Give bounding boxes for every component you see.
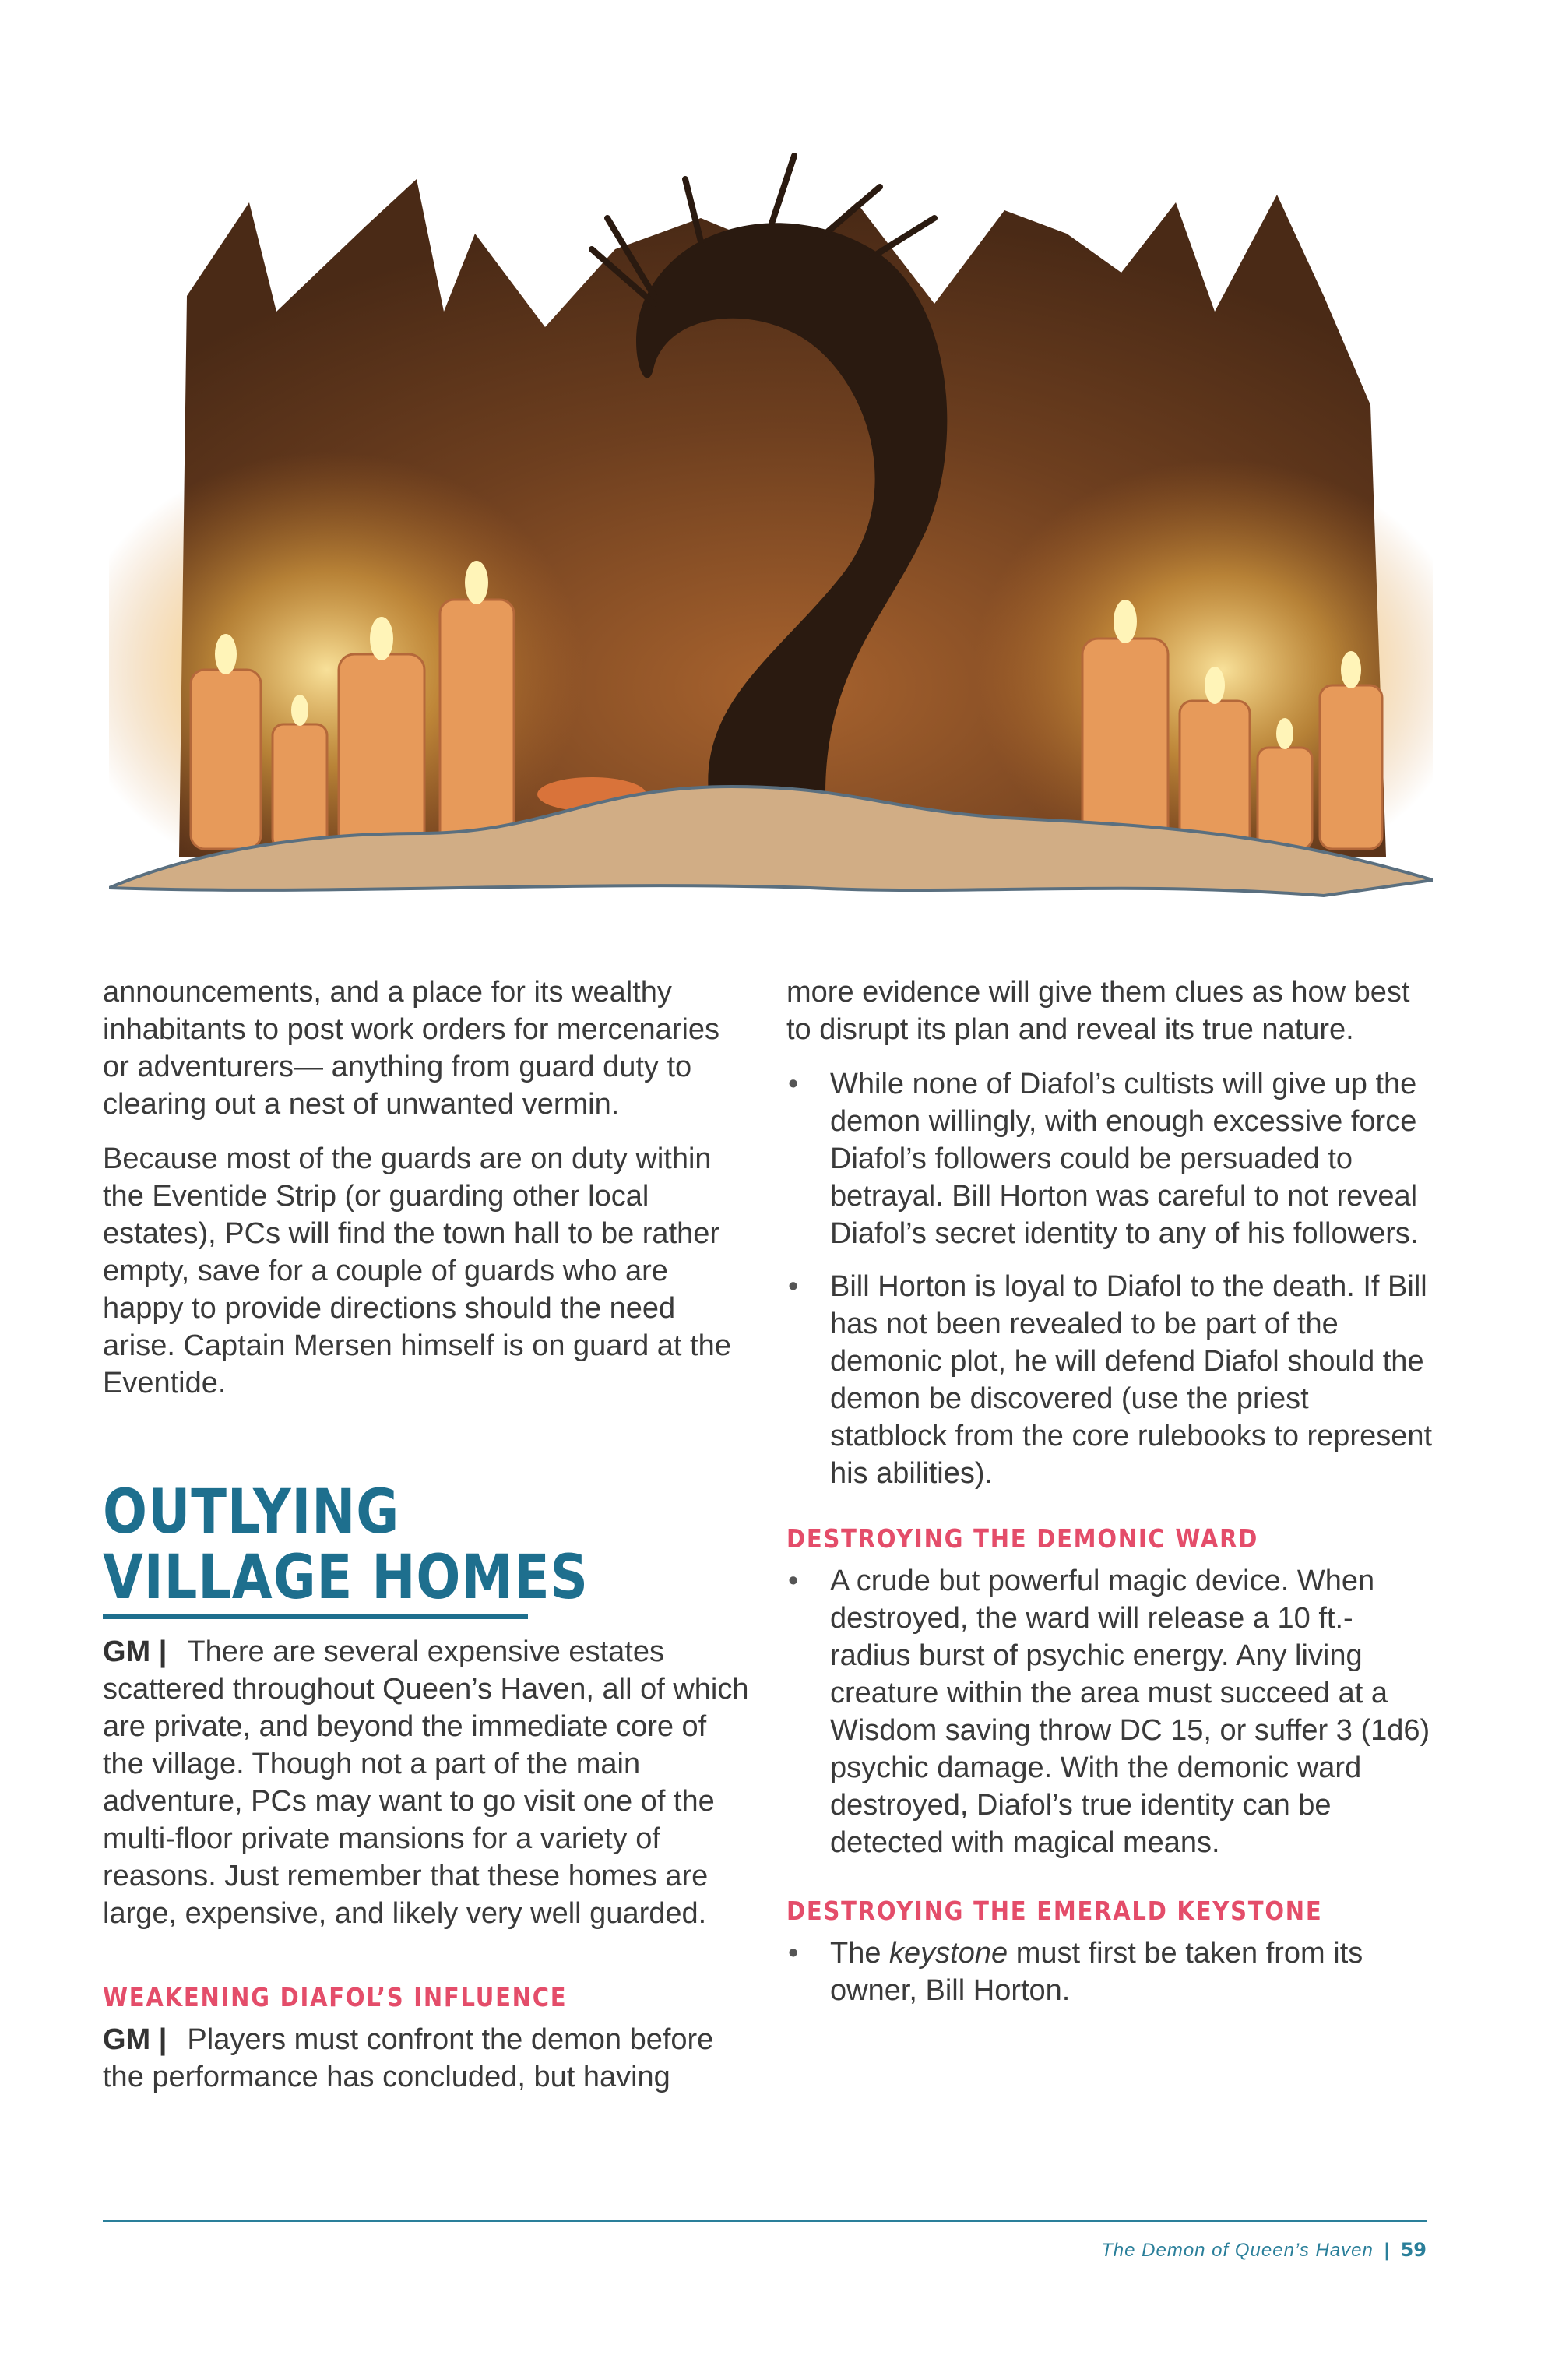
page-number: 59 — [1400, 2239, 1427, 2261]
bullet-keystone-em: keystone — [889, 1937, 1008, 1970]
bullet-list-3 — [786, 1935, 1433, 2009]
subheading-emerald-keystone: DESTROYING THE EMERALD KEYSTONE — [786, 1896, 1323, 1926]
paragraph-players — [103, 2021, 749, 2096]
heading-line-1: OUTLYING — [103, 1477, 400, 1547]
paragraph-estates — [103, 1633, 749, 1932]
paragraph-players-text: Players must confront the demon before the performance has concluded, but having — [103, 2023, 714, 2093]
bullet-cultists: • While none of Diafol’s cultists will give up the demon willingly, with enough excessive force Diafol’s followers could be persuaded to betrayal. Bill Horton was careful to not reveal Diafol’s secret identity to any of his followers. — [786, 1065, 1433, 1252]
footer-separator: | — [1384, 2240, 1390, 2261]
heading-line-2: VILLAGE HOMES — [103, 1543, 589, 1613]
footer — [1101, 2239, 1427, 2262]
bullet-keystone — [786, 1935, 1433, 2009]
heading-underline — [103, 1614, 528, 1619]
bullet-list-2 — [786, 1562, 1433, 1861]
bullet-ward: • A crude but powerful magic device. When destroyed, the ward will release a 10 ft.-radius burst of psychic energy. Any living creature within the area must succeed at a Wisdom saving throw DC 15, or suffer 3 (1d6) psychic damage. With the demonic ward destroyed, Diafol’s true identity can be detected with magical means. — [786, 1562, 1433, 1861]
bullet-list-1 — [786, 1065, 1433, 1492]
paragraph-guards: Because most of the guards are on duty within the Eventide Strip (or guarding other local estates), PCs will find the town hall to be rather empty, save for a couple of guards who are happy to provide directions should the need arise. Captain Mersen himself is on guard at the Eventide. — [103, 1142, 731, 1399]
right-column — [786, 973, 1433, 2026]
footer-title: The Demon of Queen’s Haven — [1101, 2240, 1374, 2261]
paragraph-evidence: more evidence will give them clues as how best to disrupt its plan and reveal its true nature. — [786, 976, 1410, 1046]
footer-rule — [103, 2220, 1427, 2222]
paragraph-estates-text: There are several expensive estates scattered throughout Queen’s Haven, all of which are private, and beyond the immediate core of the village. Though not a part of the main adventure, PCs may want to go visit one of the multi-floor private mansions for a variety of reasons. Just remember that these homes are large, expensive, and likely very well guarded. — [103, 1635, 749, 1930]
bullet-keystone-post: must first be taken from its owner, Bill Horton. — [830, 1937, 1363, 2007]
bullet-bill-horton: • Bill Horton is loyal to Diafol to the death. If Bill has not been revealed to be part of the demonic plot, he will defend Diafol should the demon be discovered (use the priest statblock from the core rulebooks to represent his abilities). — [786, 1268, 1433, 1492]
section-heading — [103, 1477, 749, 1619]
cave-candles-illustration — [109, 109, 1433, 903]
subheading-weakening: WEAKENING DIAFOL’S INFLUENCE — [103, 1982, 568, 2012]
gm-label-2: GM | — [103, 2023, 167, 2056]
bullet-keystone-pre: The — [830, 1937, 890, 1970]
subheading-demonic-ward: DESTROYING THE DEMONIC WARD — [786, 1523, 1259, 1554]
left-column — [103, 973, 749, 2113]
paragraph-announcements: announcements, and a place for its wealthy inhabitants to post work orders for mercenaries or adventurers— anything from guard duty to clearing out a nest of unwanted vermin. — [103, 976, 720, 1121]
gm-label: GM | — [103, 1635, 167, 1668]
